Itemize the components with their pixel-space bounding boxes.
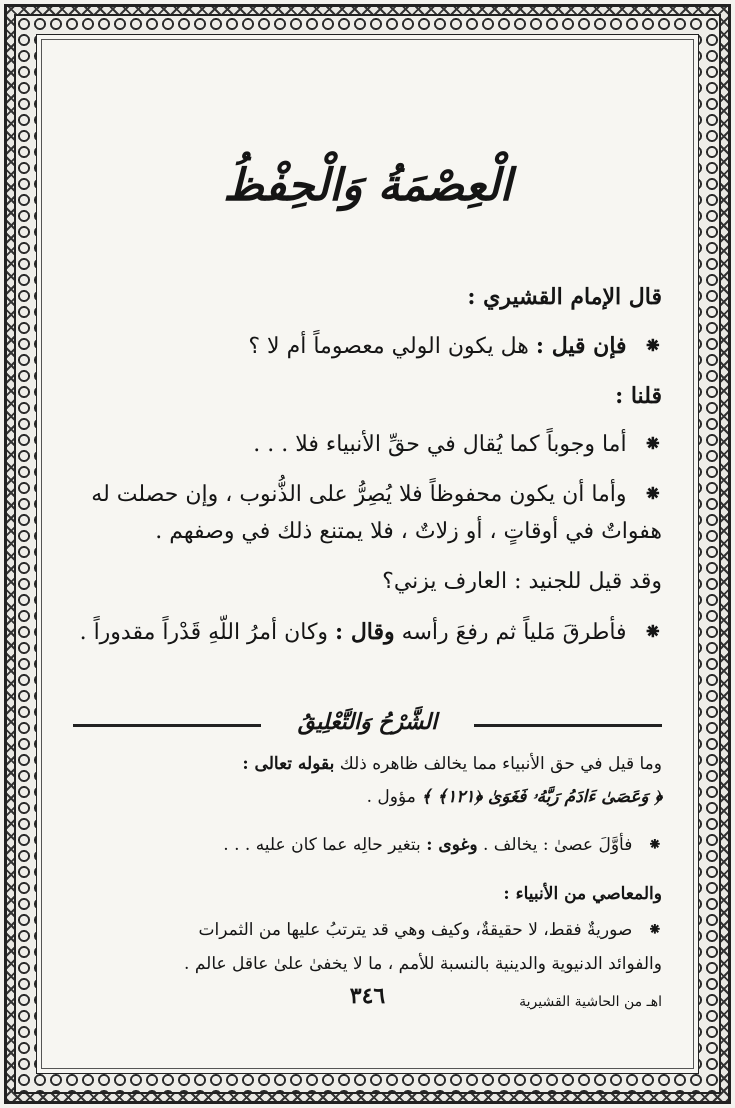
commentary-title: الشَّرْحُ وَالتَّعْلِيقُ <box>297 709 438 735</box>
intro-heading: قال الإمام القشيري : <box>467 284 662 310</box>
question-text: هل يكون الولي معصوماً أم لا ؟ <box>248 334 529 359</box>
commentary-text-3b: بتغير حالِه عما كان عليه . . . <box>223 835 421 855</box>
answer-text-4b: وقال : <box>335 619 395 645</box>
star-bullet-icon: ⁕ <box>647 835 662 855</box>
answer-text-2a: وأما أن يكون محفوظاً فلا يُصِرُّ على الذُّنوب ، وإن حصلت له <box>91 482 627 507</box>
commentary-text-2: مؤول . <box>366 787 416 807</box>
commentary-bold-1: بقوله تعالى : <box>242 754 335 774</box>
divider-rule-left <box>73 724 261 727</box>
star-bullet-icon: ⁕ <box>643 333 662 359</box>
star-bullet-icon: ⁕ <box>643 431 662 457</box>
commentary-line-2 <box>73 780 662 814</box>
commentary-text-1: وما قيل في حق الأنبياء مما يخالف ظاهره ذلك <box>339 754 662 774</box>
commentary-bold-3: وغوى : <box>426 835 478 855</box>
answer-text-1: أما وجوباً كما يُقال في حقِّ الأنبياء فلا . . . <box>253 432 627 457</box>
commentary-line-5 <box>73 913 662 947</box>
answer-text-4c: وكان أمرُ اللّهِ قَدْراً مقدوراً . <box>79 620 329 645</box>
answer-paragraph-3: وقد قيل للجنيد : العارف يزني؟ <box>382 569 662 594</box>
divider-rule-right <box>474 724 662 727</box>
commentary-line-3 <box>73 828 662 862</box>
star-bullet-icon: ⁕ <box>643 481 662 507</box>
answer-paragraph-4 <box>73 615 662 650</box>
page-title: الْعِصْمَةُ وَالْحِفْظُ <box>223 160 512 211</box>
answer-text-4a: فأطرقَ مَلياً ثم رفعَ رأسه <box>401 620 627 645</box>
star-bullet-icon: ⁕ <box>643 619 662 645</box>
answer-paragraph-1 <box>73 427 662 462</box>
commentary-line-4: والمعاصي من الأنبياء : <box>503 884 662 904</box>
commentary-text-5b: والفوائد الدنيوية والدينية بالنسبة للأمم ، ما لا يخفىٰ علىٰ عاقل عالم . <box>184 954 662 974</box>
answer-heading: قلنا : <box>615 383 662 409</box>
question-line <box>73 329 662 364</box>
answer-text-2b: هفواتٌ في أوقاتٍ ، أو زلاتٌ ، فلا يمتنع ذلك في وصفهم . <box>155 519 662 544</box>
page-body <box>36 34 699 1074</box>
commentary-text-5a: صوريةٌ فقط، لا حقيقةٌ، وكيف وهي قد يترتبُ عليها من الثمرات <box>198 920 633 940</box>
commentary-divider <box>73 709 662 739</box>
star-bullet-icon: ⁕ <box>647 920 662 940</box>
source-note: اهـ من الحاشية القشيرية <box>519 994 662 1010</box>
quran-verse: ﴿ وَعَصَىٰ ءَادَمُ رَبَّهُۥ فَغَوَىٰ ﴿١٢١﴾ ﴾ <box>421 787 662 807</box>
question-label: فإن قيل : <box>535 333 627 359</box>
answer-paragraph-2 <box>73 477 662 512</box>
page-number: ٣٤٦ <box>349 983 386 1009</box>
commentary-text-3a: فأوَّلَ عصىٰ : يخالف . <box>483 835 633 855</box>
commentary-line-1 <box>73 747 662 781</box>
